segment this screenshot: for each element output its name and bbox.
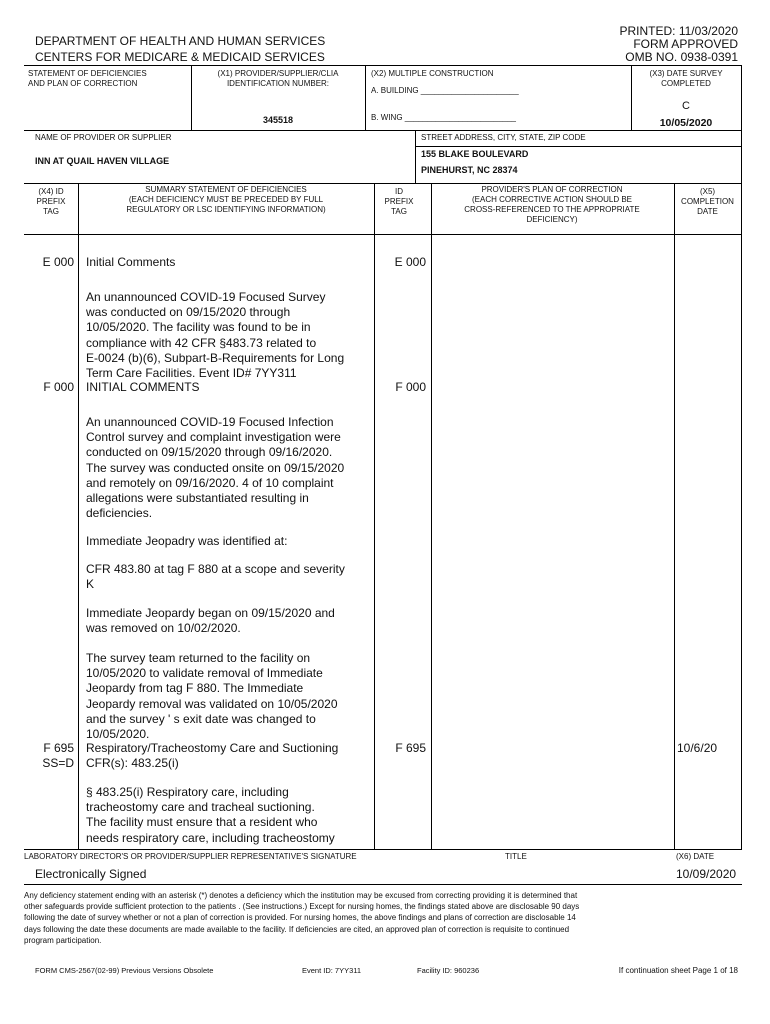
f000-paragraph3: CFR 483.80 at tag F 880 at a scope and severity K [86,562,345,592]
f695-right-tag: F 695 [395,741,426,755]
address-label: STREET ADDRESS, CITY, STATE, ZIP CODE [421,133,586,142]
address-line1: 155 BLAKE BOULEVARD [421,149,529,159]
plan-header: PROVIDER'S PLAN OF CORRECTION (EACH CORRECTIVE ACTION SHOULD BE CROSS-REFERENCED TO THE APPROPRIATE DEFICIENCY) [464,185,640,224]
date-label: (X6) DATE [676,852,715,861]
disclaimer-text: Any deficiency statement ending with an asterisk (*) denotes a deficiency which the institution may be excused from correcting providing it is determined that other safeguards provide sufficient protection to the patients . (See instructions.) Except for nursing homes, the findings stated above are disclosable 90 days following the date of survey whether or not a plan of correction is provided. For nursing homes, the above findings and plans of correction are disclosable 14 days following the date these documents are made available to the facility. If deficiencies are cited, an approved plan of correction is requisite to continued program participation. [24,891,580,945]
rule [431,183,432,849]
signature-label: LABORATORY DIRECTOR'S OR PROVIDER/SUPPLIER REPRESENTATIVE'S SIGNATURE [24,852,357,861]
summary-header: SUMMARY STATEMENT OF DEFICIENCIES (EACH DEFICIENCY MUST BE PRECEDED BY FULL REGULATORY OR LSC IDENTIFYING INFORMATION) [126,185,326,214]
rule [741,65,742,183]
footer-page: If continuation sheet Page 1 of 18 [618,966,738,975]
f000-tag: F 000 [43,380,74,394]
f695-text: § 483.25(i) Respiratory care, including tracheostomy care and tracheal suctioning. The facility must ensure that a resident who needs respiratory care, including tracheostomy [86,785,335,845]
rule [674,183,675,849]
survey-code: C [682,100,690,112]
f695-tag: F 695 [43,741,74,755]
e000-text: An unannounced COVID-19 Focused Survey was conducted on 09/15/2020 through 10/05/2020. The facility was found to be in compliance with 42 CFR §483.73 related to E-0024 (b)(6), Subpart-B-Requirements for Long Term Care Facilities. Event ID# 7YY311 [86,290,345,381]
department-line2: CENTERS FOR MEDICARE & MEDICAID SERVICES [35,50,325,64]
footer-facility: Facility ID: 960236 [417,966,480,975]
rule [415,130,416,183]
footer-form: FORM CMS-2567(02-99) Previous Versions Obsolete [35,966,214,975]
x1-label: (X1) PROVIDER/SUPPLIER/CLIA IDENTIFICATION NUMBER: [217,69,339,88]
rule [415,146,742,147]
signature-value: Electronically Signed [35,867,147,881]
f000-right-tag: F 000 [395,380,426,394]
signature-date: 10/09/2020 [676,867,737,881]
f000-paragraph1: An unannounced COVID-19 Focused Infection Control survey and complaint investigation were conducted on 09/15/2020 through 09/16/2020. The survey was conducted onsite on 09/15/2020 and remotely on 09/16/2020. 4 of 10 complaint allegations were substantiated resulting in deficiencies. [86,415,345,521]
wing-field: B. WING _________________________ [371,113,517,122]
rule [24,234,742,235]
x5-header: (X5) COMPLETION DATE [681,187,734,216]
footer-event: Event ID: 7YY311 [302,966,362,975]
statement-label: STATEMENT OF DEFICIENCIES AND PLAN OF CORRECTION [28,69,147,88]
rule [78,183,79,849]
id-prefix-header: ID PREFIX TAG [384,187,414,216]
f000-paragraph2: Immediate Jeopadry was identified at: [86,534,288,548]
e000-title: Initial Comments [86,255,176,269]
printed-date: PRINTED: 11/03/2020 [619,24,738,38]
x3-label: (X3) DATE SURVEY COMPLETED [649,69,723,88]
provider-name-label: NAME OF PROVIDER OR SUPPLIER [35,133,172,142]
survey-completed-date: 10/05/2020 [659,117,713,129]
f695-scope-severity: SS=D [42,756,74,770]
building-field: A. BUILDING ______________________ [371,86,519,95]
e000-tag: E 000 [42,255,74,269]
omb-number: OMB NO. 0938-0391 [625,50,738,64]
f000-paragraph4: Immediate Jeopardy began on 09/15/2020 and was removed on 10/02/2020. [86,606,335,636]
provider-name: INN AT QUAIL HAVEN VILLAGE [35,156,170,166]
address-line2: PINEHURST, NC 28374 [421,165,518,175]
f000-title: INITIAL COMMENTS [86,380,200,394]
rule [24,65,742,66]
x4-header: (X4) ID PREFIX TAG [36,187,66,216]
f000-paragraph5: The survey team returned to the facility on 10/05/2020 to validate removal of Immediate Jeopardy from tag F 880. The Immediate Jeopardy removal was validated on 10/05/2020 and the survey ' s exit date was changed to 10/05/2020. [86,651,338,742]
rule [24,183,742,184]
title-label: TITLE [505,852,527,861]
rule [24,849,742,850]
f695-title: Respiratory/Tracheostomy Care and Suctioning CFR(s): 483.25(i) [86,741,339,771]
f695-completion-date: 10/6/20 [677,741,718,755]
department-line1: DEPARTMENT OF HEALTH AND HUMAN SERVICES [35,34,326,48]
rule [741,183,742,849]
form-approved: FORM APPROVED [633,37,738,51]
x2-label: (X2) MULTIPLE CONSTRUCTION [371,69,494,78]
e000-right-tag: E 000 [394,255,426,269]
rule [365,65,366,130]
rule [24,130,742,131]
provider-id-number: 345518 [262,115,294,125]
rule [24,884,742,885]
